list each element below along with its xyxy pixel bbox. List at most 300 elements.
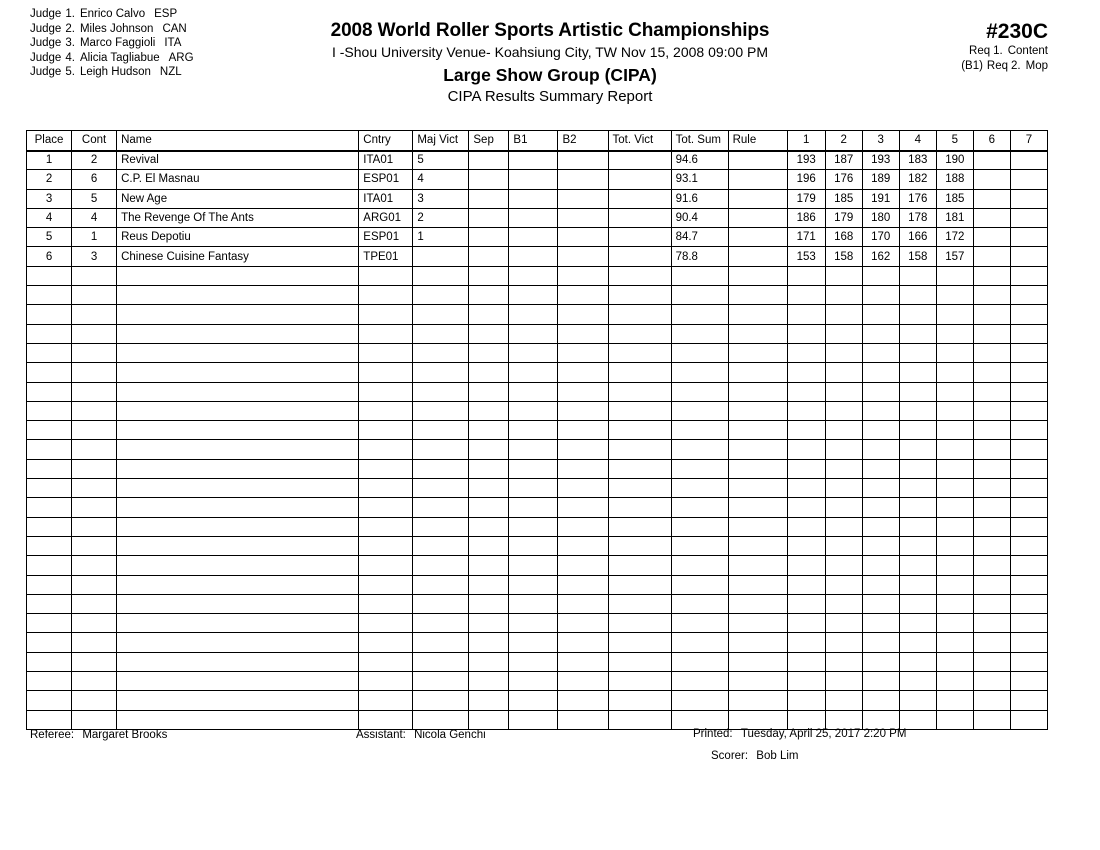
cell-j1 [787, 575, 825, 594]
cell-j6 [973, 575, 1010, 594]
cell-j1 [787, 421, 825, 440]
cell-place [27, 517, 72, 536]
cell-j3 [862, 440, 899, 459]
cell-j6 [973, 652, 1010, 671]
event-main-title: 2008 World Roller Sports Artistic Championships [330, 20, 770, 41]
assistant-label: Assistant: [356, 729, 406, 741]
cell-b2 [558, 652, 608, 671]
cell-j6 [973, 556, 1010, 575]
requirement-number: 1. [993, 45, 1003, 57]
cell-j5 [936, 633, 973, 652]
event-number: #230C [986, 20, 1048, 43]
cell-tot_vict [608, 479, 671, 498]
cell-j5 [936, 710, 973, 729]
cell-j7 [1010, 286, 1047, 305]
cell-j5 [936, 479, 973, 498]
report-title-block [180, 20, 920, 107]
column-header-cntry[interactable]: Cntry [359, 131, 413, 151]
cell-j2 [825, 594, 862, 613]
cell-tot_vict [608, 594, 671, 613]
column-header-j7[interactable]: 7 [1010, 131, 1047, 151]
table-row-empty[interactable] [27, 575, 1048, 594]
table-row-empty[interactable] [27, 343, 1048, 362]
table-row[interactable] [27, 189, 1048, 208]
cell-cont [72, 556, 117, 575]
cell-cntry [359, 401, 413, 420]
cell-name [117, 691, 359, 710]
cell-place [27, 575, 72, 594]
table-row[interactable] [27, 151, 1048, 170]
table-row[interactable] [27, 170, 1048, 189]
table-row-empty[interactable] [27, 614, 1048, 633]
cell-cont [72, 672, 117, 691]
column-header-j1[interactable]: 1 [787, 131, 825, 151]
judge-label: Judge [30, 22, 62, 35]
cell-rule [728, 401, 787, 420]
table-row-empty[interactable] [27, 440, 1048, 459]
cell-b1 [509, 594, 558, 613]
cell-rule [728, 479, 787, 498]
cell-tot_vict [608, 324, 671, 343]
cell-j2 [825, 479, 862, 498]
table-row[interactable] [27, 228, 1048, 247]
cell-b2 [558, 710, 608, 729]
cell-tot_sum: 84.7 [671, 228, 728, 247]
cell-rule [728, 247, 787, 266]
cell-b1 [509, 170, 558, 189]
cell-place [27, 479, 72, 498]
cell-sep [469, 343, 509, 362]
cell-maj_vict [413, 633, 469, 652]
cell-cont [72, 652, 117, 671]
cell-j3 [862, 517, 899, 536]
cell-j6 [973, 324, 1010, 343]
cell-maj_vict: 5 [413, 151, 469, 170]
cell-j2 [825, 517, 862, 536]
cell-cont [72, 691, 117, 710]
judge-line [30, 22, 194, 37]
cell-rule [728, 324, 787, 343]
cell-maj_vict [413, 343, 469, 362]
cell-b2 [558, 247, 608, 266]
column-header-cont[interactable]: Cont [72, 131, 117, 151]
cell-b2 [558, 691, 608, 710]
cell-j4 [899, 324, 936, 343]
judge-label: Judge [30, 37, 62, 50]
cell-cont [72, 459, 117, 478]
cell-b1 [509, 151, 558, 170]
table-row-empty[interactable] [27, 382, 1048, 401]
cell-tot_vict [608, 652, 671, 671]
cell-maj_vict [413, 536, 469, 555]
cell-j4 [899, 691, 936, 710]
cell-j6 [973, 363, 1010, 382]
cell-sep [469, 170, 509, 189]
cell-j1 [787, 324, 825, 343]
cell-j6 [973, 228, 1010, 247]
table-row[interactable] [27, 208, 1048, 227]
cell-name [117, 324, 359, 343]
table-row-empty[interactable] [27, 459, 1048, 478]
cell-cont [72, 266, 117, 285]
cell-cont: 6 [72, 170, 117, 189]
cell-place [27, 421, 72, 440]
cell-j7 [1010, 363, 1047, 382]
cell-cont: 2 [72, 151, 117, 170]
cell-rule [728, 594, 787, 613]
column-header-tot_vict[interactable]: Tot. Vict [608, 131, 671, 151]
table-row-empty[interactable] [27, 691, 1048, 710]
cell-cont [72, 536, 117, 555]
cell-j6 [973, 633, 1010, 652]
cell-b2 [558, 170, 608, 189]
cell-tot_sum [671, 633, 728, 652]
cell-j2 [825, 652, 862, 671]
cell-j3 [862, 556, 899, 575]
cell-j5 [936, 536, 973, 555]
judge-nation: CAN [162, 22, 187, 35]
cell-j2: 158 [825, 247, 862, 266]
cell-cntry: ITA01 [359, 189, 413, 208]
cell-j7 [1010, 556, 1047, 575]
cell-place [27, 498, 72, 517]
cell-cntry [359, 382, 413, 401]
cell-j3 [862, 498, 899, 517]
cell-cont [72, 363, 117, 382]
table-body [27, 151, 1048, 730]
cell-j2 [825, 575, 862, 594]
cell-cntry [359, 652, 413, 671]
cell-j1 [787, 652, 825, 671]
cell-j7 [1010, 633, 1047, 652]
column-header-sep[interactable]: Sep [469, 131, 509, 151]
cell-j4 [899, 286, 936, 305]
cell-tot_vict [608, 575, 671, 594]
cell-tot_sum [671, 324, 728, 343]
cell-tot_sum: 93.1 [671, 170, 728, 189]
cell-b2 [558, 382, 608, 401]
cell-place [27, 266, 72, 285]
table-row-empty[interactable] [27, 305, 1048, 324]
cell-b2 [558, 479, 608, 498]
cell-j3 [862, 652, 899, 671]
cell-j3 [862, 266, 899, 285]
cell-b2 [558, 633, 608, 652]
cell-j3 [862, 363, 899, 382]
cell-tot_vict [608, 286, 671, 305]
cell-b2 [558, 189, 608, 208]
cell-j2 [825, 324, 862, 343]
cell-b2 [558, 556, 608, 575]
column-header-j4[interactable]: 4 [899, 131, 936, 151]
cell-tot_vict [608, 151, 671, 170]
cell-sep [469, 536, 509, 555]
results-table [26, 130, 1048, 730]
cell-sep [469, 691, 509, 710]
cell-j5 [936, 286, 973, 305]
cell-j1: 153 [787, 247, 825, 266]
cell-name [117, 672, 359, 691]
cell-cont [72, 710, 117, 729]
cell-j5 [936, 324, 973, 343]
cell-maj_vict [413, 710, 469, 729]
cell-j6 [973, 459, 1010, 478]
cell-place [27, 363, 72, 382]
table-row-empty[interactable] [27, 536, 1048, 555]
cell-cntry [359, 479, 413, 498]
judge-name: Enrico Calvo [79, 8, 146, 20]
cell-j1: 196 [787, 170, 825, 189]
cell-j1 [787, 556, 825, 575]
cell-tot_sum [671, 498, 728, 517]
cell-place: 2 [27, 170, 72, 189]
table-row-empty[interactable] [27, 498, 1048, 517]
cell-tot_sum [671, 672, 728, 691]
referee-line [30, 728, 167, 743]
assistant-line [356, 728, 486, 743]
cell-place [27, 633, 72, 652]
cell-tot_vict [608, 305, 671, 324]
table-row-empty[interactable] [27, 672, 1048, 691]
column-header-name[interactable]: Name [117, 131, 359, 151]
cell-b2 [558, 208, 608, 227]
cell-b2 [558, 421, 608, 440]
cell-j7 [1010, 228, 1047, 247]
cell-j3: 170 [862, 228, 899, 247]
cell-cont [72, 440, 117, 459]
cell-cntry [359, 517, 413, 536]
judge-nation: ARG [168, 51, 194, 64]
judge-label: Judge [30, 51, 62, 64]
cell-maj_vict [413, 459, 469, 478]
cell-b2 [558, 401, 608, 420]
cell-maj_vict [413, 305, 469, 324]
judge-label: Judge [30, 66, 62, 79]
cell-name [117, 652, 359, 671]
cell-j4 [899, 401, 936, 420]
cell-cont [72, 594, 117, 613]
cell-tot_sum [671, 305, 728, 324]
cell-name: C.P. El Masnau [117, 170, 359, 189]
cell-j5 [936, 652, 973, 671]
cell-name [117, 343, 359, 362]
cell-place [27, 691, 72, 710]
cell-j4 [899, 614, 936, 633]
cell-cont [72, 343, 117, 362]
cell-sep [469, 189, 509, 208]
cell-b1 [509, 208, 558, 227]
cell-j5: 188 [936, 170, 973, 189]
cell-j7 [1010, 189, 1047, 208]
cell-sep [469, 479, 509, 498]
cell-j3 [862, 324, 899, 343]
cell-j4: 183 [899, 151, 936, 170]
column-header-rule[interactable]: Rule [728, 131, 787, 151]
table-row-empty[interactable] [27, 479, 1048, 498]
cell-tot_sum [671, 382, 728, 401]
cell-sep [469, 208, 509, 227]
cell-place [27, 459, 72, 478]
cell-sep [469, 440, 509, 459]
table-row-empty[interactable] [27, 633, 1048, 652]
cell-j7 [1010, 459, 1047, 478]
cell-j1: 171 [787, 228, 825, 247]
table-row-empty[interactable] [27, 286, 1048, 305]
requirement-value: Content [1007, 45, 1048, 57]
cell-b1 [509, 710, 558, 729]
cell-j5 [936, 691, 973, 710]
table-row-empty[interactable] [27, 652, 1048, 671]
cell-j6 [973, 421, 1010, 440]
cell-maj_vict [413, 652, 469, 671]
cell-j6 [973, 208, 1010, 227]
judge-name: Marco Faggioli [79, 37, 156, 50]
cell-j6 [973, 440, 1010, 459]
cell-sep [469, 498, 509, 517]
cell-j3 [862, 343, 899, 362]
cell-rule [728, 363, 787, 382]
column-header-b2[interactable]: B2 [558, 131, 608, 151]
cell-b2 [558, 459, 608, 478]
cell-maj_vict [413, 382, 469, 401]
cell-cntry [359, 498, 413, 517]
cell-j2 [825, 459, 862, 478]
cell-rule [728, 691, 787, 710]
cell-maj_vict [413, 479, 469, 498]
cell-rule [728, 266, 787, 285]
cell-b2 [558, 228, 608, 247]
cell-rule [728, 208, 787, 227]
column-header-maj_vict[interactable]: Maj Vict [413, 131, 469, 151]
cell-j5 [936, 440, 973, 459]
cell-cont: 1 [72, 228, 117, 247]
cell-sep [469, 151, 509, 170]
cell-j3: 193 [862, 151, 899, 170]
cell-maj_vict [413, 324, 469, 343]
cell-cntry [359, 421, 413, 440]
cell-tot_vict [608, 633, 671, 652]
cell-j5 [936, 421, 973, 440]
cell-tot_vict [608, 421, 671, 440]
cell-j3 [862, 401, 899, 420]
column-header-j5[interactable]: 5 [936, 131, 973, 151]
column-header-j2[interactable]: 2 [825, 131, 862, 151]
table-row-empty[interactable] [27, 421, 1048, 440]
cell-cntry [359, 536, 413, 555]
cell-j2 [825, 556, 862, 575]
cell-j5 [936, 343, 973, 362]
category-title: Large Show Group (CIPA) [443, 65, 657, 85]
cell-j5 [936, 459, 973, 478]
cell-b1 [509, 305, 558, 324]
cell-j4 [899, 479, 936, 498]
cell-j5 [936, 266, 973, 285]
cell-place [27, 536, 72, 555]
judge-number: 5. [65, 66, 75, 79]
column-header-place[interactable]: Place [27, 131, 72, 151]
table-row-empty[interactable] [27, 401, 1048, 420]
cell-place [27, 440, 72, 459]
cell-sep [469, 247, 509, 266]
cell-tot_vict [608, 343, 671, 362]
cell-b1 [509, 382, 558, 401]
cell-tot_sum [671, 286, 728, 305]
cell-cont [72, 286, 117, 305]
cell-tot_vict [608, 614, 671, 633]
cell-j4: 182 [899, 170, 936, 189]
table-header-row [27, 131, 1048, 151]
cell-b2 [558, 536, 608, 555]
cell-sep [469, 575, 509, 594]
cell-b1 [509, 401, 558, 420]
cell-b1 [509, 324, 558, 343]
cell-name: The Revenge Of The Ants [117, 208, 359, 227]
cell-j6 [973, 401, 1010, 420]
table-head [27, 131, 1048, 151]
cell-cntry: TPE01 [359, 247, 413, 266]
cell-b1 [509, 614, 558, 633]
cell-rule [728, 556, 787, 575]
column-header-j3[interactable]: 3 [862, 131, 899, 151]
printed-label: Printed: [693, 728, 733, 740]
cell-b1 [509, 536, 558, 555]
cell-name [117, 305, 359, 324]
table-row-empty[interactable] [27, 517, 1048, 536]
cell-j7 [1010, 305, 1047, 324]
cell-rule [728, 517, 787, 536]
cell-cntry [359, 440, 413, 459]
column-header-j6[interactable]: 6 [973, 131, 1010, 151]
cell-sep [469, 363, 509, 382]
cell-b2 [558, 614, 608, 633]
cell-cntry [359, 305, 413, 324]
column-header-b1[interactable]: B1 [509, 131, 558, 151]
cell-j4 [899, 343, 936, 362]
cell-tot_vict [608, 691, 671, 710]
cell-rule [728, 459, 787, 478]
cell-j7 [1010, 440, 1047, 459]
cell-tot_vict [608, 247, 671, 266]
table-row-empty[interactable] [27, 594, 1048, 613]
cell-j1 [787, 401, 825, 420]
cell-cntry [359, 672, 413, 691]
cell-tot_sum: 78.8 [671, 247, 728, 266]
cell-j2 [825, 401, 862, 420]
cell-j5 [936, 305, 973, 324]
table-row-empty[interactable] [27, 363, 1048, 382]
cell-name [117, 479, 359, 498]
cell-b1 [509, 672, 558, 691]
cell-tot_vict [608, 710, 671, 729]
cell-name [117, 517, 359, 536]
cell-name [117, 440, 359, 459]
cell-j5 [936, 363, 973, 382]
table-row[interactable] [27, 247, 1048, 266]
cell-maj_vict [413, 286, 469, 305]
cell-j5: 157 [936, 247, 973, 266]
referee-name: Margaret Brooks [82, 729, 168, 741]
cell-cntry [359, 556, 413, 575]
cell-j1 [787, 479, 825, 498]
table-row-empty[interactable] [27, 324, 1048, 343]
cell-cntry [359, 343, 413, 362]
column-header-tot_sum[interactable]: Tot. Sum [671, 131, 728, 151]
table-row-empty[interactable] [27, 556, 1048, 575]
table-row-empty[interactable] [27, 266, 1048, 285]
cell-name [117, 421, 359, 440]
cell-sep [469, 594, 509, 613]
event-info-block [961, 20, 1048, 73]
